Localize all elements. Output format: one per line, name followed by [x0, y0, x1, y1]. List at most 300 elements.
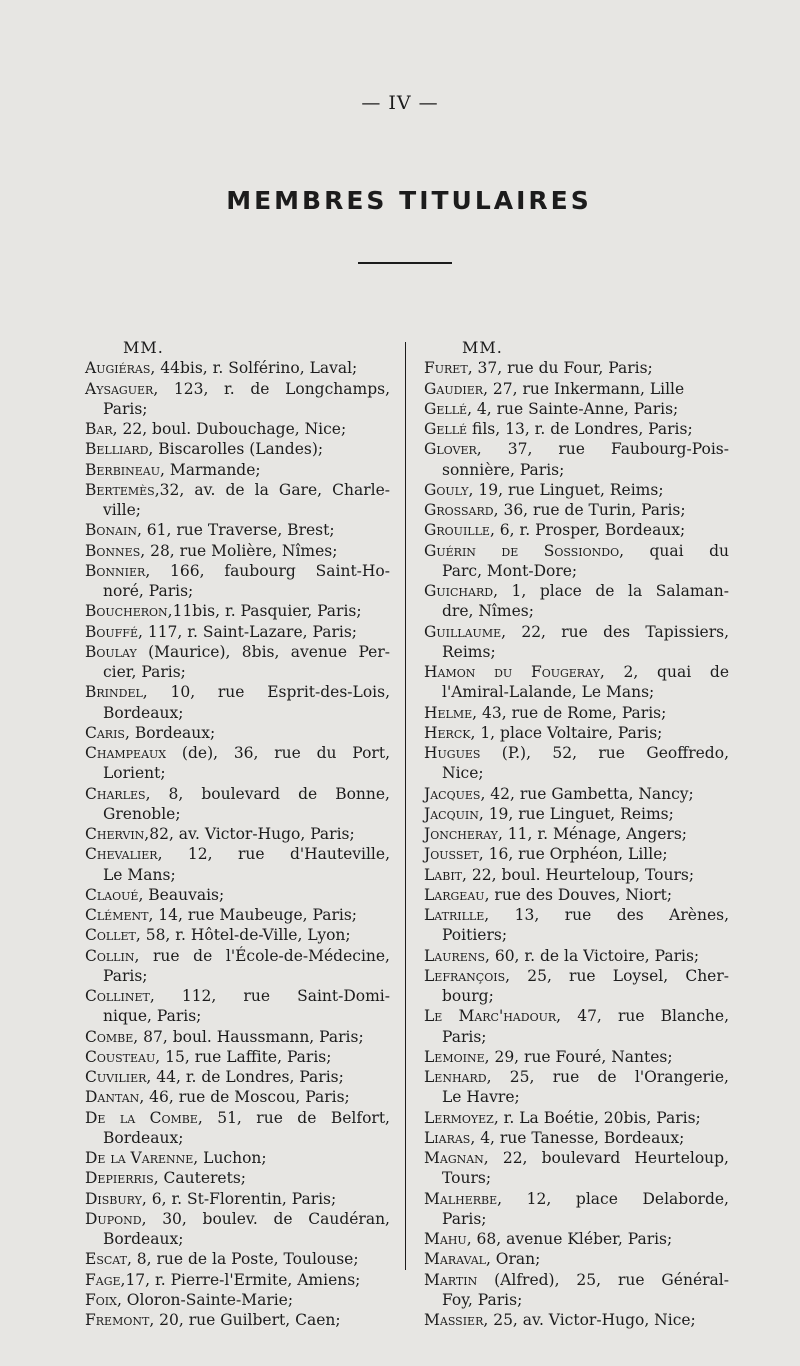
member-entry	[424, 581, 729, 622]
member-address: , 166, faubourg Saint-Ho-	[145, 561, 390, 580]
member-entry-line	[424, 704, 666, 722]
member-name: Escat	[85, 1250, 127, 1269]
member-address: , 36, rue de Turin, Paris;	[493, 501, 686, 519]
member-entry-line	[424, 1250, 540, 1268]
member-address-continued: ville;	[103, 501, 142, 519]
member-address: , 58, r. Hôtel-de-Ville, Lyon;	[135, 926, 351, 945]
member-entry-line	[424, 724, 662, 742]
member-name: Boulay	[85, 642, 137, 661]
member-address-continued: Nice;	[442, 764, 484, 783]
member-entry-line	[85, 480, 390, 500]
member-entry-line	[424, 581, 729, 601]
member-address: , 43, rue de Rome, Paris;	[472, 703, 667, 722]
member-entry-line	[85, 844, 390, 864]
member-entry-line	[85, 1068, 344, 1086]
member-entry-line	[424, 662, 729, 682]
member-name: Combe	[85, 1027, 134, 1046]
member-entry	[85, 1067, 390, 1087]
right-member-list	[424, 358, 729, 1330]
member-address-continued: Paris;	[442, 1209, 487, 1228]
member-name: Bonain	[85, 521, 137, 540]
member-entry-line	[424, 1311, 696, 1329]
member-address: , 1, place Voltaire, Paris;	[470, 723, 663, 742]
member-entry	[85, 1209, 390, 1250]
member-address-continued: Paris;	[103, 966, 148, 985]
member-entry	[424, 844, 729, 864]
member-name: Lenhard	[424, 1068, 487, 1086]
member-name: Helme	[424, 703, 473, 722]
member-address-continued: Foy, Paris;	[442, 1290, 523, 1309]
member-address-continued: cier, Paris;	[103, 663, 186, 681]
member-address: , 22, boulevard Heurteloup,	[483, 1149, 729, 1167]
member-name: Clément	[85, 906, 149, 924]
member-address: , 11, r. Ménage, Angers;	[497, 825, 688, 843]
member-entry	[85, 1087, 390, 1107]
member-address: ,82, av. Victor-Hugo, Paris;	[144, 825, 355, 843]
member-entry-line	[424, 439, 729, 459]
right-column	[424, 338, 729, 1330]
member-address: , Biscarolles (Landes);	[148, 440, 324, 459]
member-entry	[85, 905, 390, 925]
member-entry-line	[85, 1311, 341, 1329]
member-entry	[85, 1270, 390, 1290]
member-name: Boucheron	[85, 602, 168, 621]
member-name: Hamon du Fougeray	[424, 663, 600, 681]
member-entry-line	[85, 623, 357, 641]
member-entry	[424, 1067, 729, 1108]
member-entry	[85, 1168, 390, 1188]
member-address: , 1, place de la Salaman-	[493, 582, 729, 600]
member-entry	[85, 784, 390, 825]
member-name: De la Varenne	[85, 1149, 194, 1167]
member-entry	[424, 905, 729, 946]
member-address: , 13, rue des Arènes,	[484, 906, 729, 924]
member-entry	[85, 601, 390, 621]
member-entry	[85, 925, 390, 945]
member-address: ,11bis, r. Pasquier, Paris;	[167, 602, 362, 621]
member-name: Maraval	[424, 1250, 486, 1269]
member-name: Bonnes	[85, 541, 141, 560]
member-name: Collinet	[85, 987, 150, 1005]
member-address: , 6, r. Prosper, Bordeaux;	[489, 521, 686, 540]
member-name: Furet	[424, 359, 468, 378]
member-address: , Marmande;	[160, 460, 261, 479]
member-entry	[424, 662, 729, 703]
member-address: , 60, r. de la Victoire, Paris;	[484, 946, 700, 965]
member-address-continued: Paris;	[103, 399, 148, 418]
member-entry-line	[85, 926, 351, 944]
member-address: , r. La Boétie, 20bis, Paris;	[493, 1108, 701, 1127]
member-address-continued: noré, Paris;	[103, 582, 194, 600]
member-name: Gaudier	[424, 379, 484, 398]
member-entry	[424, 1249, 729, 1269]
member-address: , 25, rue de l'Orangerie,	[486, 1068, 729, 1086]
member-address: , 37, rue du Four, Paris;	[467, 359, 653, 378]
member-name: Lemoine	[424, 1047, 485, 1066]
member-entry	[424, 1189, 729, 1230]
member-entry	[424, 358, 729, 378]
member-entry	[424, 1270, 729, 1311]
member-entry-line	[85, 1169, 246, 1187]
member-name: Depierris	[85, 1169, 154, 1188]
member-entry-line	[85, 1028, 364, 1046]
member-entry-line	[424, 521, 685, 539]
title-rule	[358, 262, 452, 264]
member-name: Grossard	[424, 501, 494, 519]
member-address-continued: Grenoble;	[103, 804, 181, 823]
member-entry	[85, 1310, 390, 1330]
member-name: Bertemès	[85, 480, 155, 499]
member-entry-line	[424, 1230, 672, 1248]
member-entry-line	[424, 622, 729, 642]
member-entry	[424, 946, 729, 966]
member-entry-line	[85, 825, 355, 843]
member-address: , 10, rue Esprit-des-Lois,	[142, 683, 390, 702]
member-address: , 44bis, r. Solférino, Laval;	[150, 359, 358, 378]
member-name: Lefrançois	[424, 966, 506, 985]
right-column-header: MM.	[462, 338, 503, 357]
member-entry-line	[424, 866, 694, 884]
member-entry	[85, 642, 390, 683]
left-member-list	[85, 358, 390, 1330]
member-entry	[85, 723, 390, 743]
member-name: Disbury	[85, 1189, 142, 1208]
member-entry-line	[85, 1271, 360, 1289]
member-entry-line	[85, 1291, 293, 1309]
member-name: Jacques	[424, 784, 481, 803]
member-entry-line	[424, 501, 686, 519]
member-entry	[85, 986, 390, 1027]
member-entry	[85, 1148, 390, 1168]
member-address: , 123, r. de Longchamps,	[153, 379, 390, 398]
member-name: Dupond	[85, 1209, 142, 1228]
member-address: , Oran;	[485, 1250, 541, 1269]
member-address: , 14, rue Maubeuge, Paris;	[148, 906, 358, 924]
member-entry-line	[424, 359, 653, 377]
member-name: Bonnier	[85, 561, 146, 580]
member-address: (Alfred), 25, rue Général-	[477, 1270, 729, 1289]
member-name: Bar	[85, 420, 113, 438]
member-address: , 8, rue de la Poste, Toulouse;	[126, 1250, 359, 1269]
member-name: Collin	[85, 946, 135, 965]
member-entry	[424, 966, 729, 1007]
member-entry	[424, 1047, 729, 1067]
member-address-continued: bourg;	[442, 987, 494, 1005]
member-address-continued: dre, Nîmes;	[442, 602, 534, 621]
member-name: Joncheray	[424, 825, 498, 843]
member-name: Le Marc'hadour	[424, 1007, 557, 1026]
member-entry-line	[85, 1088, 350, 1106]
member-entry-line	[424, 481, 664, 499]
member-address: , 6, r. St-Florentin, Paris;	[141, 1189, 337, 1208]
member-entry-line	[424, 785, 694, 803]
member-name: Fage	[85, 1270, 121, 1289]
member-name: Claoué	[85, 885, 139, 904]
member-name: Latrille	[424, 906, 485, 924]
member-address: , Oloron-Sainte-Marie;	[116, 1290, 294, 1309]
member-name: Gouly	[424, 480, 469, 499]
member-entry	[424, 622, 729, 663]
member-entry	[85, 520, 390, 540]
member-name: Augiéras	[85, 359, 151, 378]
member-address: , 42, rue Gambetta, Nancy;	[480, 784, 694, 803]
member-entry	[85, 358, 390, 378]
member-entry-line	[85, 1190, 336, 1208]
member-entry	[85, 1027, 390, 1047]
member-address: , 27, rue Inkermann, Lille	[483, 379, 685, 398]
member-address: , 37, rue Faubourg-Pois-	[476, 440, 729, 459]
member-address-continued: sonnière, Paris;	[442, 460, 565, 479]
member-entry	[424, 723, 729, 743]
column-divider	[405, 342, 406, 1270]
member-address: , 16, rue Orphéon, Lille;	[478, 845, 668, 864]
member-entry-line	[424, 1189, 729, 1209]
member-entry	[424, 743, 729, 784]
page-number: — IV —	[361, 92, 439, 114]
member-address-continued: Le Havre;	[442, 1088, 520, 1107]
member-entry	[424, 865, 729, 885]
member-entry	[424, 784, 729, 804]
member-entry	[424, 520, 729, 540]
member-name: Brindel	[85, 683, 143, 702]
member-address: , Cauterets;	[153, 1169, 247, 1188]
member-address: , 4, rue Tanesse, Bordeaux;	[470, 1128, 685, 1147]
member-entry	[85, 946, 390, 987]
member-name: Herck	[424, 723, 471, 742]
member-name: Labit	[424, 865, 463, 884]
member-address: , 25, av. Victor-Hugo, Nice;	[483, 1311, 696, 1329]
member-entry-line	[424, 743, 729, 763]
member-address: , 22, rue des Tapissiers,	[501, 622, 729, 641]
member-address-continued: Bordeaux;	[103, 1128, 184, 1147]
member-entry-line	[85, 602, 362, 620]
member-address: , 2, quai de	[599, 663, 730, 681]
member-entry	[424, 804, 729, 824]
member-entry-line	[85, 1250, 359, 1268]
member-entry	[85, 460, 390, 480]
page-title: MEMBRES TITULAIRES	[226, 186, 592, 215]
member-entry-line	[424, 1067, 729, 1087]
member-entry	[85, 824, 390, 844]
member-name: Chevalier	[85, 845, 158, 864]
member-entry	[85, 885, 390, 905]
member-entry	[85, 480, 390, 521]
member-address-continued: Le Mans;	[103, 865, 176, 884]
member-entry	[424, 1128, 729, 1148]
member-entry-line	[85, 359, 357, 377]
member-address: , rue des Douves, Niort;	[484, 885, 673, 904]
member-name: Guichard	[424, 582, 494, 600]
member-entry-line	[85, 1108, 390, 1128]
member-address: , 117, r. Saint-Lazare, Paris;	[137, 622, 357, 641]
member-name: Lermoyez	[424, 1108, 494, 1127]
member-entry-line	[424, 1129, 684, 1147]
member-entry-line	[424, 905, 729, 925]
member-name: Collet	[85, 926, 136, 945]
member-name: Martin	[424, 1270, 478, 1289]
member-name: Cuvilier	[85, 1068, 147, 1086]
member-entry-line	[85, 906, 357, 924]
member-entry-line	[85, 642, 390, 662]
member-entry	[424, 379, 729, 399]
member-entry-line	[424, 966, 729, 986]
member-entry	[424, 1108, 729, 1128]
member-entry	[85, 844, 390, 885]
member-entry-line	[424, 1109, 701, 1127]
member-entry-line	[85, 743, 390, 763]
member-address: , 12, rue d'Hauteville,	[157, 845, 390, 864]
member-entry-line	[424, 1148, 729, 1168]
member-address: (de), 36, rue du Port,	[166, 744, 390, 762]
member-name: Hugues	[424, 744, 481, 762]
member-address-continued: Paris;	[442, 1027, 487, 1046]
member-entry	[424, 703, 729, 723]
member-entry	[85, 622, 390, 642]
member-name: Belliard	[85, 440, 149, 459]
member-entry-line	[85, 420, 346, 438]
member-address-continued: Bordeaux;	[103, 703, 184, 722]
member-address-continued: Tours;	[442, 1169, 492, 1188]
member-entry	[424, 399, 729, 419]
member-entry-line	[85, 542, 337, 560]
member-address: , rue de l'École-de-Médecine,	[134, 946, 390, 965]
left-column-header: MM.	[123, 338, 164, 357]
member-address-continued: nique, Paris;	[103, 1007, 202, 1026]
member-entry-line	[85, 784, 390, 804]
member-entry-line	[424, 886, 672, 904]
member-address-continued: l'Amiral-Lalande, Le Mans;	[442, 683, 655, 702]
member-name: Berbineau	[85, 460, 161, 479]
member-entry-line	[85, 440, 323, 458]
member-entry-line	[424, 1048, 673, 1066]
member-name: Grouille	[424, 521, 490, 540]
member-address: , Luchon;	[193, 1149, 267, 1167]
member-address: , 44, r. de Londres, Paris;	[146, 1068, 344, 1086]
member-entry-line	[85, 379, 390, 399]
member-name: Champeaux	[85, 744, 167, 762]
member-address: , 12, place Delaborde,	[497, 1189, 729, 1208]
member-name: Laurens	[424, 946, 485, 965]
member-entry	[424, 1229, 729, 1249]
member-address: , 28, rue Molière, Nîmes;	[140, 541, 338, 560]
member-entry	[85, 1290, 390, 1310]
member-address: , 19, rue Linguet, Reims;	[468, 480, 664, 499]
member-address: , 68, avenue Kléber, Paris;	[466, 1230, 673, 1248]
member-entry-line	[85, 461, 261, 479]
member-name: Guérin de Sossiondo	[424, 541, 620, 560]
member-address: , 51, rue de Belfort,	[197, 1108, 390, 1127]
member-entry-line	[424, 541, 729, 561]
member-address: ,17, r. Pierre-l'Ermite, Amiens;	[120, 1270, 361, 1289]
member-address: , Beauvais;	[138, 885, 225, 904]
member-address: , 29, rue Fouré, Nantes;	[484, 1047, 673, 1066]
member-name: Gellé	[424, 399, 468, 418]
member-entry-line	[85, 886, 224, 904]
member-entry	[85, 561, 390, 602]
member-name: Glover	[424, 440, 477, 459]
member-entry	[85, 439, 390, 459]
member-entry	[85, 682, 390, 723]
member-address: , 87, boul. Haussmann, Paris;	[133, 1027, 364, 1046]
member-entry-line	[424, 380, 684, 398]
member-entry	[424, 439, 729, 480]
member-entry	[424, 419, 729, 439]
member-entry	[424, 1310, 729, 1330]
member-name: Fremont	[85, 1311, 150, 1329]
member-entry-line	[424, 400, 678, 418]
member-entry-line	[85, 561, 390, 581]
member-address-continued: Bordeaux;	[103, 1230, 184, 1248]
member-entry	[85, 1108, 390, 1149]
member-address-continued: Parc, Mont-Dore;	[442, 561, 578, 580]
member-name: Foix	[85, 1290, 117, 1309]
member-entry-line	[85, 1149, 267, 1167]
member-entry-line	[424, 805, 674, 823]
left-column	[85, 338, 390, 1330]
member-name: Largeau	[424, 885, 485, 904]
member-name: Chervin	[85, 825, 145, 843]
member-address: , 15, rue Laffite, Paris;	[155, 1047, 332, 1066]
member-entry	[424, 541, 729, 582]
member-entry-line	[85, 986, 390, 1006]
member-entry-line	[85, 682, 390, 702]
member-name: De la Combe	[85, 1108, 198, 1127]
member-address: , Bordeaux;	[124, 723, 216, 742]
member-entry-line	[85, 1209, 390, 1229]
member-name: Gellé	[424, 420, 468, 438]
member-entry	[424, 480, 729, 500]
member-entry	[85, 379, 390, 420]
member-name: Jacquin	[424, 804, 479, 823]
member-address: , 46, rue de Moscou, Paris;	[139, 1088, 350, 1107]
member-address-continued: Reims;	[442, 642, 496, 661]
member-entry	[85, 1249, 390, 1269]
member-address: , 47, rue Blanche,	[556, 1007, 729, 1026]
member-entry	[424, 500, 729, 520]
member-address: , 112, rue Saint-Domi-	[149, 987, 390, 1005]
member-name: Jousset	[424, 845, 479, 864]
member-address: , quai du	[619, 541, 729, 560]
member-entry-line	[424, 1006, 729, 1026]
member-entry	[85, 743, 390, 784]
member-entry-line	[85, 521, 335, 539]
member-entry-line	[424, 947, 699, 965]
member-entry	[85, 1189, 390, 1209]
member-entry-line	[85, 724, 215, 742]
member-address-continued: Lorient;	[103, 764, 166, 783]
member-address: , 8, boulevard de Bonne,	[145, 784, 390, 803]
member-name: Charles	[85, 784, 146, 803]
member-name: Liaras	[424, 1128, 471, 1147]
member-address: , 19, rue Linguet, Reims;	[478, 804, 674, 823]
member-address: ,32, av. de la Gare, Charle-	[154, 480, 390, 499]
member-entry	[85, 1047, 390, 1067]
member-entry	[85, 541, 390, 561]
member-entry-line	[424, 420, 693, 438]
member-entry	[424, 824, 729, 844]
member-entry-line	[85, 946, 390, 966]
member-entry	[85, 419, 390, 439]
member-entry-line	[85, 1048, 331, 1066]
member-name: Dantan	[85, 1088, 140, 1107]
member-name: Massier	[424, 1311, 484, 1329]
member-address: , 22, boul. Dubouchage, Nice;	[112, 420, 347, 438]
member-address: , 20, rue Guilbert, Caen;	[149, 1311, 341, 1329]
member-address: (Maurice), 8bis, avenue Per-	[136, 642, 390, 661]
member-entry	[424, 885, 729, 905]
member-entry-line	[424, 1270, 729, 1290]
member-entry-line	[424, 845, 668, 863]
